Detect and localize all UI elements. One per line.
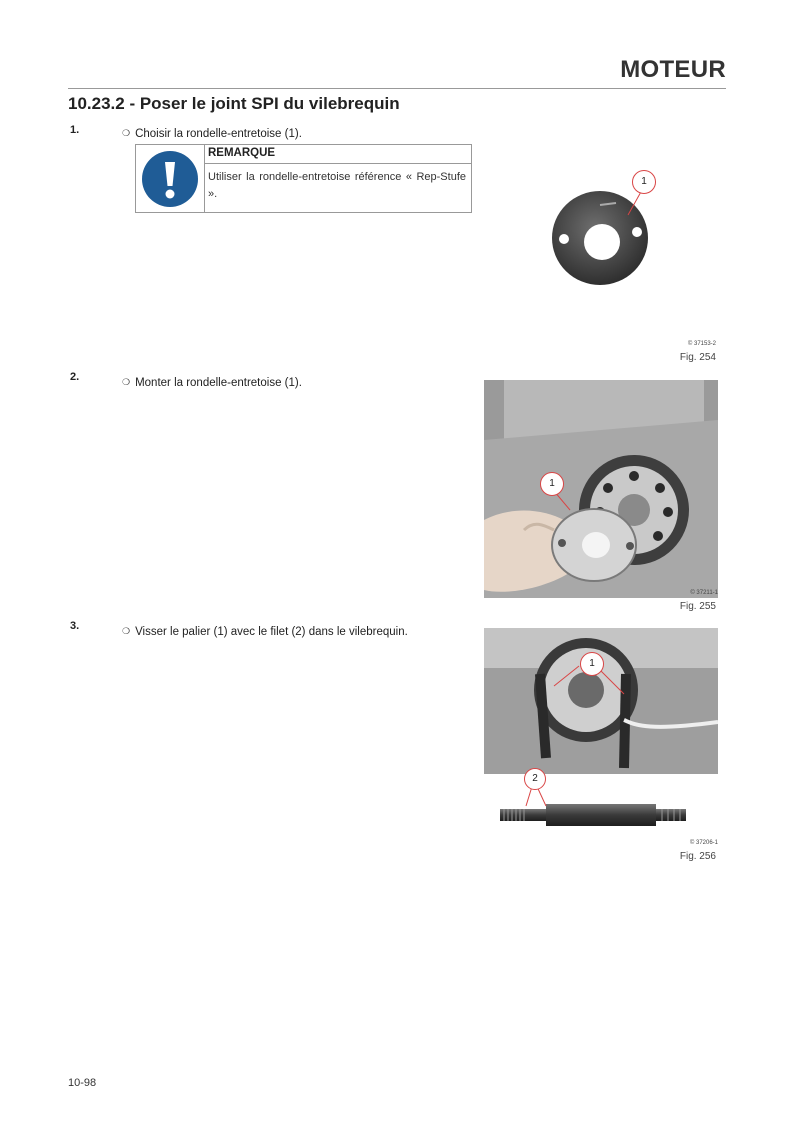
figure-254-label: Fig. 254 [679,352,716,363]
exclamation-icon [141,150,199,208]
step-1-text-row [122,128,302,140]
figure-254-callout-1: 1 [632,170,656,194]
figure-255-label: Fig. 255 [679,601,716,612]
bullet-icon: ❍ [122,128,131,138]
header-divider [68,88,726,89]
figure-256-callout-1: 1 [580,652,604,676]
step-2-text: Monter la rondelle-entretoise (1). [135,377,302,389]
note-box [135,144,472,213]
note-text: Utiliser la rondelle-entretoise référence « Rep-Stufe ». [208,171,466,200]
step-3-number: 3. [70,620,80,632]
figure-255-image [484,380,718,598]
note-icon-cell [136,145,205,212]
step-1-number: 1. [70,124,80,136]
page-number: 10-98 [68,1077,97,1089]
step-2-number: 2. [70,371,80,383]
figure-256-callout-2: 2 [524,768,546,790]
figure-255-code: © 37211-1 [690,590,718,596]
figure-255-callout-1: 1 [540,472,564,496]
step-3-text-row [122,626,408,638]
step-2-text-row [122,377,302,389]
figure-256-image [484,628,718,774]
note-title: REMARQUE [208,147,276,159]
figure-256-label: Fig. 256 [679,851,716,862]
figure-254-code: © 37153-2 [687,341,716,347]
chapter-title: MOTEUR [620,56,726,83]
figure-256-code: © 37206-1 [689,840,718,846]
step-1-text: Choisir la rondelle-entretoise (1). [135,128,302,140]
note-title-divider [204,163,471,164]
bullet-icon: ❍ [122,377,131,387]
step-3-text: Visser le palier (1) avec le filet (2) dans le vilebrequin. [135,626,408,638]
section-title: 10.23.2 - Poser le joint SPI du vilebrequin [68,94,400,113]
bullet-icon: ❍ [122,626,131,636]
